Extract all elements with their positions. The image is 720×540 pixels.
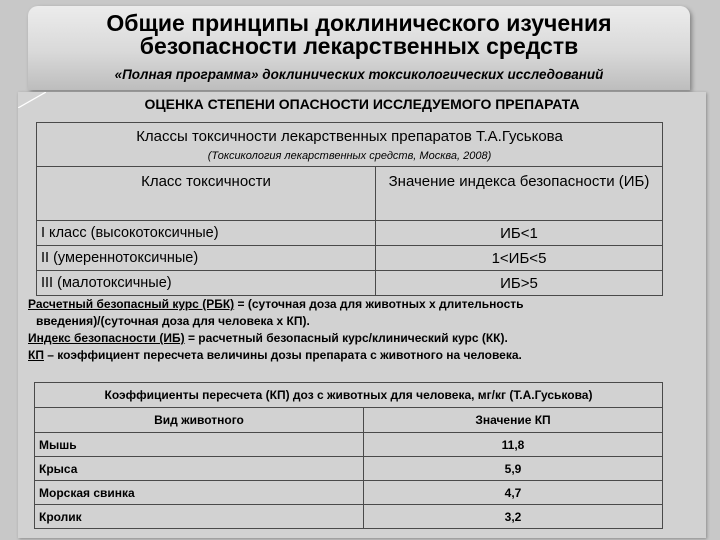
- column-header-animal: Вид животного: [35, 408, 364, 433]
- section-heading: ОЦЕНКА СТЕПЕНИ ОПАСНОСТИ ИССЛЕДУЕМОГО ПРЕПАРАТА: [144, 96, 580, 112]
- ib-definition: [28, 330, 708, 347]
- kp-definition: [28, 347, 708, 364]
- safety-index-cell: ИБ<1: [376, 221, 663, 246]
- animal-cell: Морская свинка: [35, 481, 364, 505]
- slide-subtitle: «Полная программа» доклинических токсикологических исследований: [114, 67, 604, 82]
- table-row: [37, 246, 663, 271]
- toxicity-table-source: (Токсикология лекарственных средств, Москва, 2008): [37, 149, 663, 167]
- animal-cell: Мышь: [35, 433, 364, 457]
- rbk-term: Расчетный безопасный курс (РБК): [28, 297, 235, 311]
- column-header-kp: Значение КП: [364, 408, 663, 433]
- ib-term: Индекс безопасности (ИБ): [28, 331, 185, 345]
- ib-formula: = расчетный безопасный курс/клинический курс (КК).: [184, 331, 508, 345]
- conversion-coefficients-table: [34, 382, 663, 529]
- slide-title: [28, 12, 690, 58]
- table-row: [35, 505, 663, 529]
- column-header-class: Класс токсичности: [37, 167, 376, 221]
- rbk-formula: = (суточная доза для животных х длительность: [234, 297, 524, 311]
- safety-index-cell: ИБ>5: [376, 271, 663, 296]
- table-row: [35, 481, 663, 505]
- animal-cell: Кролик: [35, 505, 364, 529]
- title-line-2: безопасности лекарственных средств: [139, 33, 579, 59]
- safety-index-cell: 1<ИБ<5: [376, 246, 663, 271]
- column-header-index: Значение индекса безопасности (ИБ): [376, 167, 663, 221]
- table-row: [35, 433, 663, 457]
- table-row: [37, 271, 663, 296]
- toxicity-table-caption: Классы токсичности лекарственных препаратов Т.А.Гуськова: [37, 123, 663, 150]
- animal-cell: Крыса: [35, 457, 364, 481]
- rbk-formula-continued: введения)/(суточная доза для человека х КП).: [36, 314, 310, 328]
- definitions-notes: [28, 296, 708, 364]
- toxicity-class-cell: I класс (высокотоксичные): [37, 221, 376, 246]
- toxicity-class-cell: III (малотоксичные): [37, 271, 376, 296]
- kp-value-cell: 11,8: [364, 433, 663, 457]
- table-row: [35, 457, 663, 481]
- table-row: [37, 221, 663, 246]
- toxicity-class-cell: II (умереннотоксичные): [37, 246, 376, 271]
- title-line-1: Общие принципы доклинического изучения: [106, 10, 612, 36]
- kp-value-cell: 5,9: [364, 457, 663, 481]
- toxicity-classes-table: [36, 122, 663, 296]
- kp-value-cell: 4,7: [364, 481, 663, 505]
- kp-term: КП: [28, 348, 44, 362]
- kp-table-caption: Коэффициенты пересчета (КП) доз с животных для человека, мг/кг (Т.А.Гуськова): [35, 383, 663, 408]
- rbk-definition: [28, 296, 708, 313]
- kp-value-cell: 3,2: [364, 505, 663, 529]
- kp-description: – коэффициент пересчета величины дозы препарата с животного на человека.: [43, 348, 522, 362]
